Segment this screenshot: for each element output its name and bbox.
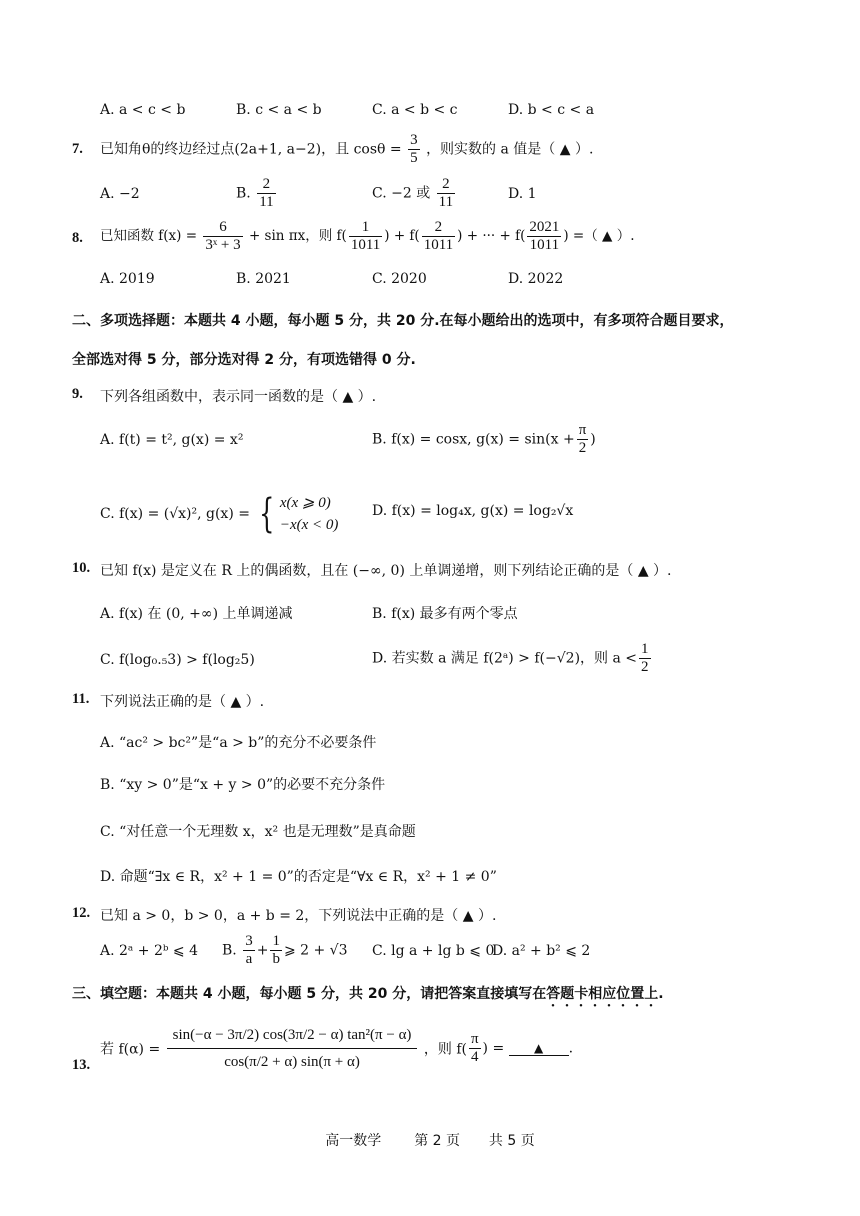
q6-option-a: A. a < c < b	[100, 102, 186, 118]
q11-option-a: A. “ac² > bc²”是“a > b”的充分不必要条件	[100, 735, 377, 751]
q9-option-c: C. f(x) = (√x)², g(x) = { x(x ⩾ 0) −x(x < 0)	[100, 491, 339, 537]
q11-option-d: D. 命题“∃x ∈ R，x² + 1 = 0”的否定是“∀x ∈ R，x² + 1 ≠ 0”	[100, 869, 497, 885]
q9-number: 9.	[72, 386, 83, 402]
q8-stem: 已知函数 f(x) = $\frac{6}{\text{3ˣ + 3}}$ + sin πx，则 f( $\frac{1}{1011}$ ) + f( $\frac{2}{1011}$ ) + ··· + f( $\frac{2021}{1011}$ ) =（ ▲ ）.	[100, 219, 635, 253]
q12-option-b: B. $\frac{3}{a}$ + $\frac{1}{b}$ ⩾ 2 + √3	[222, 933, 348, 967]
q11-option-c: C. “对任意一个无理数 x，x² 也是无理数”是真命题	[100, 824, 416, 840]
q13-number: 13.	[72, 1057, 91, 1073]
footer-subject: 高一数学	[325, 1133, 382, 1149]
q10-option-c: C. f(log₀.₅3) > f(log₂5)	[100, 652, 255, 668]
q10-option-a: A. f(x) 在 (0, +∞) 上单调递减	[100, 606, 293, 622]
q13-answer-blank[interactable]: ▲	[509, 1041, 569, 1056]
section-2-heading: 二、多项选择题：本题共 4 小题，每小题 5 分，共 20 分.在每小题给出的选项中，有多项符合题目要求，	[72, 313, 734, 329]
q9-option-a: A. f(t) = t², g(x) = x²	[100, 432, 244, 448]
q7-option-a: A. −2	[100, 186, 140, 202]
q6-option-b: B. c < a < b	[236, 102, 322, 118]
q7-option-d: D. 1	[508, 186, 537, 202]
q7-option-b: B. $\frac{2}{11}$	[236, 176, 274, 210]
q8-option-c: C. 2020	[372, 271, 427, 287]
q12-option-c: C. lg a + lg b ⩽ 0	[372, 943, 495, 959]
q11-number: 11.	[72, 691, 90, 707]
q13-stem: 若 f(α) = $\frac{\text{sin(−α − 3π/2) cos(3π/2 − α) tan²(π − α)}}{\cos(\pi/2 + \alpha) \sin(\pi + \alpha)}$ ，则 f( $\frac{\pi}{4}$ ) = ▲ .	[100, 1022, 573, 1075]
q10-number: 10.	[72, 560, 91, 576]
q7-number: 7.	[72, 141, 83, 157]
q9-stem: 下列各组函数中，表示同一函数的是（ ▲ ）.	[100, 389, 377, 405]
q9-option-d: D. f(x) = log₄x, g(x) = log₂√x	[372, 503, 574, 519]
q12-number: 12.	[72, 905, 91, 921]
q11-stem: 下列说法正确的是（ ▲ ）.	[100, 694, 265, 710]
q8-number: 8.	[72, 230, 83, 246]
q6-option-c: C. a < b < c	[372, 102, 458, 118]
section-2-rule: 全部选对得 5 分，部分选对得 2 分，有项选错得 0 分.	[72, 352, 416, 368]
q12-stem: 已知 a > 0，b > 0，a + b = 2，下列说法中正确的是（ ▲ ）.	[100, 908, 497, 924]
q10-stem: 已知 f(x) 是定义在 R 上的偶函数，且在 (−∞, 0) 上单调递增，则下列结论正确的是（ ▲ ）.	[100, 563, 672, 579]
page-footer	[0, 1130, 860, 1150]
section-3-heading: 三、填空题：本题共 4 小题，每小题 5 分，共 20 分，请把答案直接填写在答题卡相应位置上.	[72, 986, 664, 1002]
q7-stem: 已知角θ的终边经过点(2a+1, a−2)，且 cosθ = $\frac{3}{5}$ ，则实数的 a 值是（ ▲ ）.	[100, 132, 594, 166]
footer-page: 第 2 页	[414, 1133, 460, 1149]
q8-option-b: B. 2021	[236, 271, 291, 287]
q12-option-d: D. a² + b² ⩽ 2	[492, 943, 591, 959]
q11-option-b: B. “xy > 0”是“x + y > 0”的必要不充分条件	[100, 777, 386, 793]
q12-option-a: A. 2ᵃ + 2ᵇ ⩽ 4	[100, 943, 198, 959]
q7-option-c: C. −2 或 $\frac{2}{11}$	[372, 176, 454, 210]
q8-option-a: A. 2019	[100, 271, 155, 287]
footer-total: 共 5 页	[488, 1133, 535, 1149]
q10-option-b: B. f(x) 最多有两个零点	[372, 606, 518, 622]
q8-option-d: D. 2022	[508, 271, 564, 287]
q9-option-b: B. f(x) = cosx, g(x) = sin(x + $\frac{\pi}{2}$ )	[372, 422, 596, 456]
q6-option-d: D. b < c < a	[508, 102, 595, 118]
q10-option-d: D. 若实数 a 满足 f(2ᵃ) > f(−√2)，则 a < $\frac{1}{2}$	[372, 641, 649, 675]
